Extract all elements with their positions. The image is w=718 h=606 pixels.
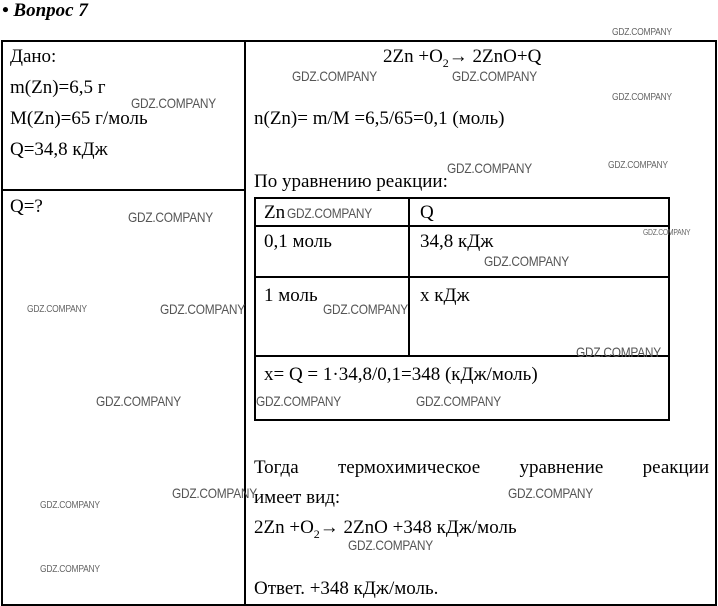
column-divider (244, 40, 246, 606)
reaction-equation (383, 46, 541, 68)
moles-calculation: n(Zn)= m/M =6,5/65=0,1 (моль) (254, 108, 505, 129)
reaction-equation-prefix: 2Zn +O (383, 46, 443, 67)
table-head-q: Q (420, 202, 434, 223)
conclusion-line2: имеет вид: (254, 487, 341, 508)
table-row2-q: x кДж (420, 285, 470, 306)
table-row1-q: 34,8 кДж (420, 231, 494, 252)
watermark: GDZ.COMPANY (256, 393, 341, 409)
thermochemical-equation (254, 517, 517, 539)
table-row1-zn: 0,1 моль (264, 231, 332, 252)
watermark: GDZ.COMPANY (160, 301, 245, 317)
given-molar-mass: M(Zn)=65 г/моль (10, 108, 148, 129)
answer-line: Ответ. +348 кДж/моль. (254, 578, 439, 599)
given-heading: Дано: (10, 46, 57, 67)
watermark: GDZ.COMPANY (40, 500, 100, 511)
watermark: GDZ.COMPANY (128, 209, 213, 225)
watermark: GDZ.COMPANY (643, 228, 691, 237)
given-heat: Q=34,8 кДж (10, 139, 108, 160)
watermark: GDZ.COMPANY (508, 485, 593, 501)
watermark: GDZ.COMPANY (292, 68, 377, 84)
watermark: GDZ.COMPANY (287, 205, 372, 221)
watermark: GDZ.COMPANY (576, 344, 661, 360)
watermark: GDZ.COMPANY (348, 537, 433, 553)
conclusion-line1: Тогда термохимическое уравнение реакции (254, 457, 709, 478)
thermochemical-equation-suffix: → 2ZnO +348 кДж/моль (319, 517, 517, 538)
watermark: GDZ.COMPANY (27, 304, 87, 315)
question-title: • Вопрос 7 (2, 0, 88, 21)
watermark: GDZ.COMPANY (608, 160, 668, 171)
watermark: GDZ.COMPANY (484, 253, 569, 269)
watermark: GDZ.COMPANY (612, 27, 672, 38)
thermochemical-equation-subscript: 2 (313, 526, 320, 541)
reaction-equation-subscript: 2 (442, 55, 449, 70)
thermochemical-equation-prefix: 2Zn +O (254, 517, 314, 538)
watermark: GDZ.COMPANY (452, 68, 537, 84)
watermark: GDZ.COMPANY (323, 301, 408, 317)
table-row2-zn: 1 моль (264, 285, 318, 306)
watermark: GDZ.COMPANY (131, 95, 216, 111)
by-equation-label: По уравнению реакции: (254, 171, 448, 192)
watermark: GDZ.COMPANY (172, 485, 257, 501)
watermark: GDZ.COMPANY (416, 393, 501, 409)
table-head-zn: Zn (264, 202, 286, 223)
given-mass: m(Zn)=6,5 г (10, 77, 106, 98)
watermark: GDZ.COMPANY (447, 160, 532, 176)
table-result: x= Q = 1·34,8/0,1=348 (кДж/моль) (264, 364, 538, 385)
watermark: GDZ.COMPANY (40, 564, 100, 575)
watermark: GDZ.COMPANY (612, 92, 672, 103)
reaction-equation-suffix: → 2ZnO+Q (448, 46, 542, 67)
proportion-table-row-divider (254, 276, 670, 278)
watermark: GDZ.COMPANY (96, 393, 181, 409)
proportion-table-head-divider (254, 225, 670, 227)
find-value: Q=? (10, 196, 43, 217)
given-divider (1, 189, 245, 191)
